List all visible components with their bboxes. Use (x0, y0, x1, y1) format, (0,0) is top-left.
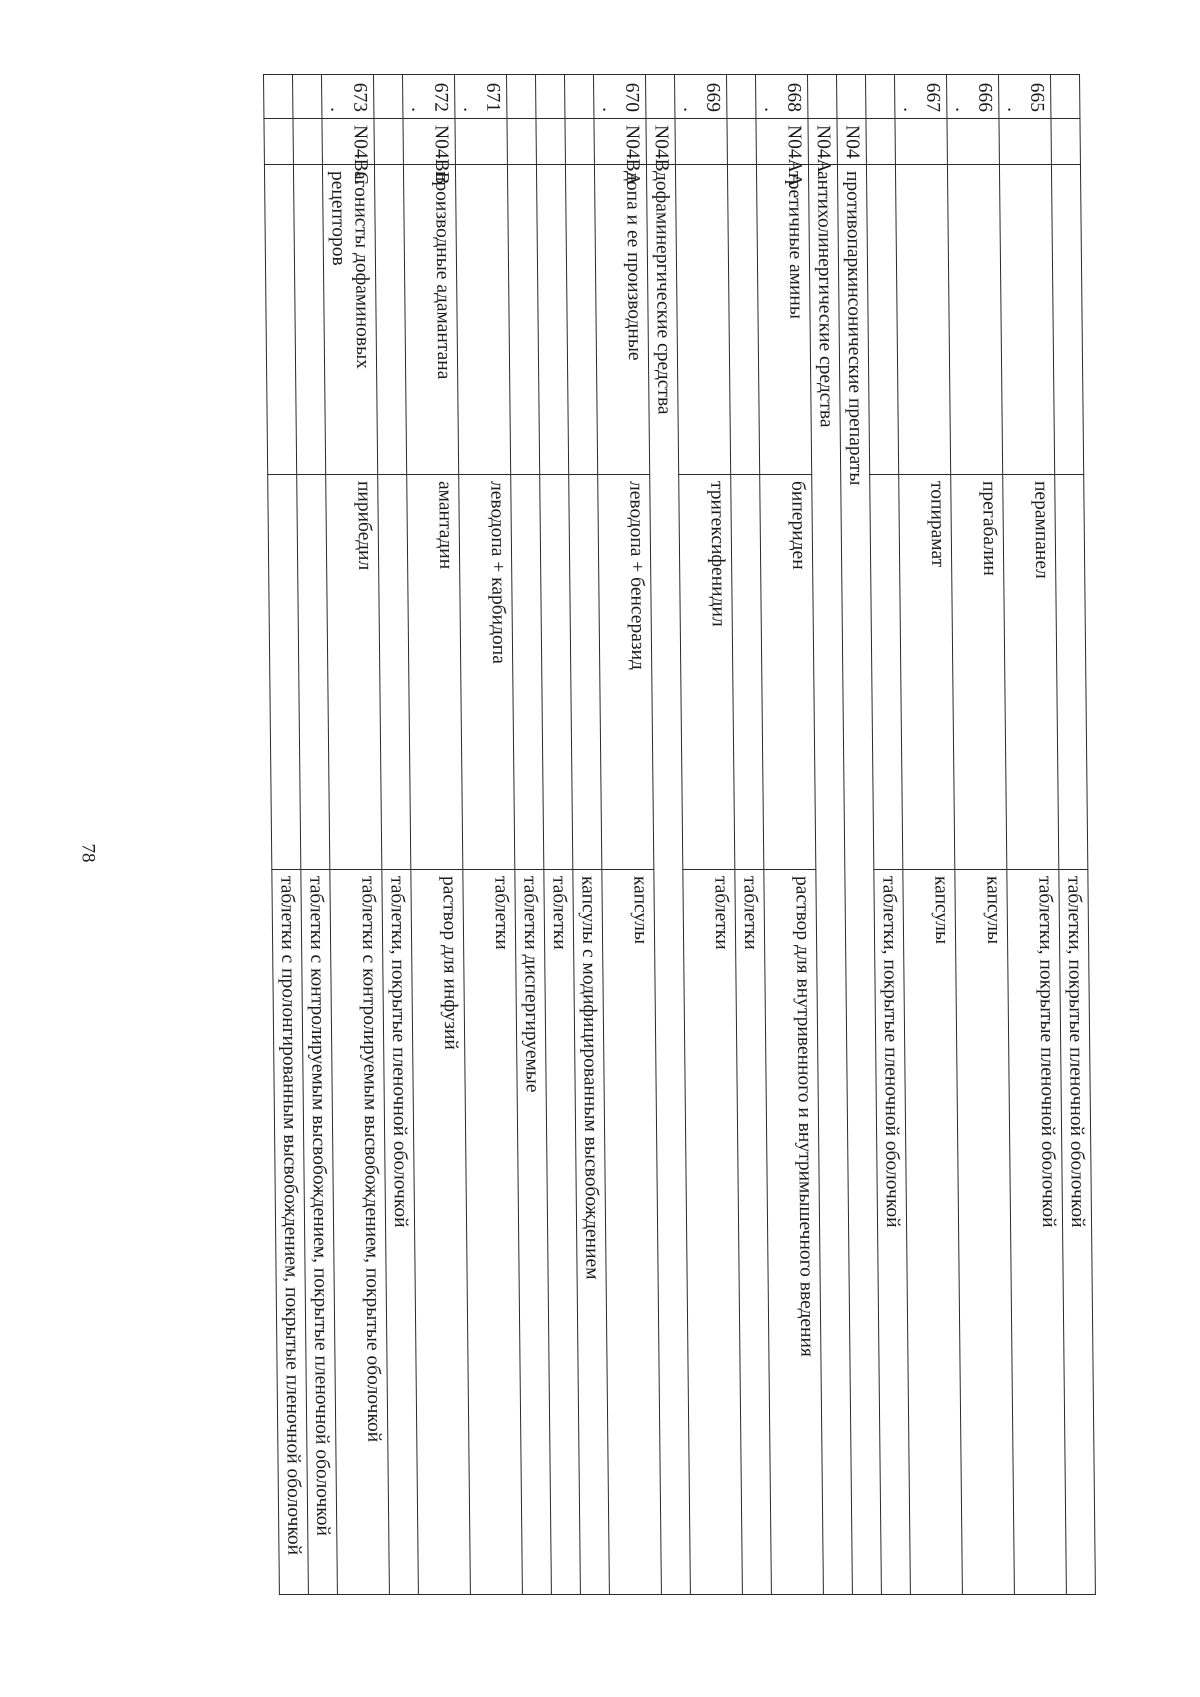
drug-name-cell (378, 475, 411, 870)
row-number-cell: 673. (322, 75, 374, 119)
atc-code-cell (264, 119, 293, 165)
drug-name-cell (540, 475, 573, 870)
row-number-cell: 672. (403, 75, 455, 119)
atc-code-cell: N04AA (756, 119, 808, 165)
dosage-form-cell: таблетки, покрытые пленочной оболочкой (1007, 870, 1067, 1595)
section-title-cell: антихолинергические средства (808, 165, 852, 1595)
dosage-form-cell: таблетки с пролонгированным высвобождением, покрытые пленочной оболочкой (272, 870, 309, 1595)
drug-name-cell (731, 475, 764, 870)
atc-code-cell (536, 119, 565, 165)
drug-name-cell (1055, 475, 1088, 870)
dosage-form-cell: капсулы (602, 870, 662, 1595)
atc-code-cell (1051, 119, 1080, 165)
row-number-cell: 667. (895, 75, 947, 119)
group-name-cell (727, 165, 759, 475)
row-number-cell (374, 75, 403, 119)
group-name-cell (374, 165, 406, 475)
section-title-cell: дофаминергические средства (646, 165, 690, 1595)
group-name-cell (675, 165, 730, 475)
group-name-cell: агонисты дофаминовых рецепторов (322, 165, 377, 475)
atc-code-cell: N04BB (403, 119, 455, 165)
rotated-table-container (263, 74, 1096, 1594)
group-name-cell (293, 165, 325, 475)
group-name-cell (507, 165, 539, 475)
dosage-form-cell: таблетки с контролируемым высвобождением, покрытые пленочной оболочкой (301, 870, 338, 1595)
atc-code-cell (727, 119, 756, 165)
atc-code-cell (999, 119, 1051, 165)
row-number-cell: 670. (594, 75, 646, 119)
group-name-cell (264, 165, 296, 475)
drug-name-cell (268, 475, 301, 870)
row-number-cell: 669. (675, 75, 727, 119)
drug-name-cell: амантадин (407, 475, 463, 870)
row-number-cell (1051, 75, 1080, 119)
drug-name-cell (569, 475, 602, 870)
drug-name-cell: перампанел (1003, 475, 1059, 870)
drug-name-cell: леводопа + бенсеразид (598, 475, 654, 870)
dosage-form-cell: таблетки (683, 870, 743, 1595)
group-name-cell: третичные амины (756, 165, 811, 475)
atc-code-cell: N04BA (594, 119, 646, 165)
drug-name-cell: тригексифенидил (679, 475, 735, 870)
row-number-cell (837, 75, 866, 119)
drug-name-cell: пирибедил (326, 475, 382, 870)
row-number-cell (536, 75, 565, 119)
row-number-cell (866, 75, 895, 119)
dosage-form-cell: таблетки, покрытые пленочной оболочкой (382, 870, 419, 1595)
row-number-cell (808, 75, 837, 119)
drug-name-cell: прегабалин (951, 475, 1007, 870)
row-number-cell (293, 75, 322, 119)
table-body (264, 75, 1096, 1595)
atc-code-cell (507, 119, 536, 165)
group-name-cell (999, 165, 1054, 475)
drug-name-cell: топирамат (899, 475, 955, 870)
dosage-form-cell: таблетки (463, 870, 523, 1595)
page-number: 78 (77, 843, 99, 863)
dosage-form-cell: капсулы (903, 870, 963, 1595)
dosage-form-cell: таблетки, покрытые пленочной оболочкой (874, 870, 911, 1595)
atc-code-cell: N04 (837, 119, 866, 165)
atc-code-cell: N04A (808, 119, 837, 165)
section-title-cell: противопаркинсонические препараты (837, 165, 881, 1595)
group-name-cell (895, 165, 950, 475)
atc-code-cell (455, 119, 507, 165)
dosage-form-cell: таблетки (735, 870, 772, 1595)
row-number-cell: 665. (999, 75, 1051, 119)
group-name-cell (536, 165, 568, 475)
row-number-cell: 666. (947, 75, 999, 119)
dosage-form-cell: таблетки диспергируемые (515, 870, 552, 1595)
row-number-cell (646, 75, 675, 119)
drug-name-cell (297, 475, 330, 870)
atc-code-cell (895, 119, 947, 165)
dosage-form-cell: раствор для внутривенного и внутримышечного введения (764, 870, 824, 1595)
drug-name-cell: леводопа + карбидопа (459, 475, 515, 870)
dosage-form-cell: таблетки, покрытые пленочной оболочкой (1059, 870, 1096, 1595)
row-number-cell (507, 75, 536, 119)
row-number-cell: 668. (756, 75, 808, 119)
group-name-cell (565, 165, 597, 475)
dosage-form-cell: таблетки с контролируемым высвобождением, покрытые оболочкой (330, 870, 390, 1595)
row-number-cell (565, 75, 594, 119)
group-name-cell: производные адамантана (403, 165, 458, 475)
atc-code-cell (675, 119, 727, 165)
drug-name-cell (870, 475, 903, 870)
row-number-cell (264, 75, 293, 119)
atc-code-cell (374, 119, 403, 165)
drug-name-cell: бипериден (760, 475, 816, 870)
atc-code-cell: N04BC (322, 119, 374, 165)
atc-code-cell: N04B (646, 119, 675, 165)
group-name-cell (1051, 165, 1083, 475)
dosage-form-cell: таблетки (544, 870, 581, 1595)
atc-code-cell (293, 119, 322, 165)
dosage-form-cell: капсулы (955, 870, 1015, 1595)
atc-code-cell (565, 119, 594, 165)
drug-name-cell (511, 475, 544, 870)
atc-code-cell (866, 119, 895, 165)
group-name-cell (455, 165, 510, 475)
group-name-cell (866, 165, 898, 475)
dosage-form-cell: капсулы с модифицированным высвобождением (573, 870, 610, 1595)
group-name-cell: допа и ее производные (594, 165, 649, 475)
row-number-cell (727, 75, 756, 119)
row-number-cell: 671. (455, 75, 507, 119)
dosage-form-cell: раствор для инфузий (411, 870, 471, 1595)
drug-list-table (263, 74, 1096, 1595)
group-name-cell (947, 165, 1002, 475)
atc-code-cell (947, 119, 999, 165)
